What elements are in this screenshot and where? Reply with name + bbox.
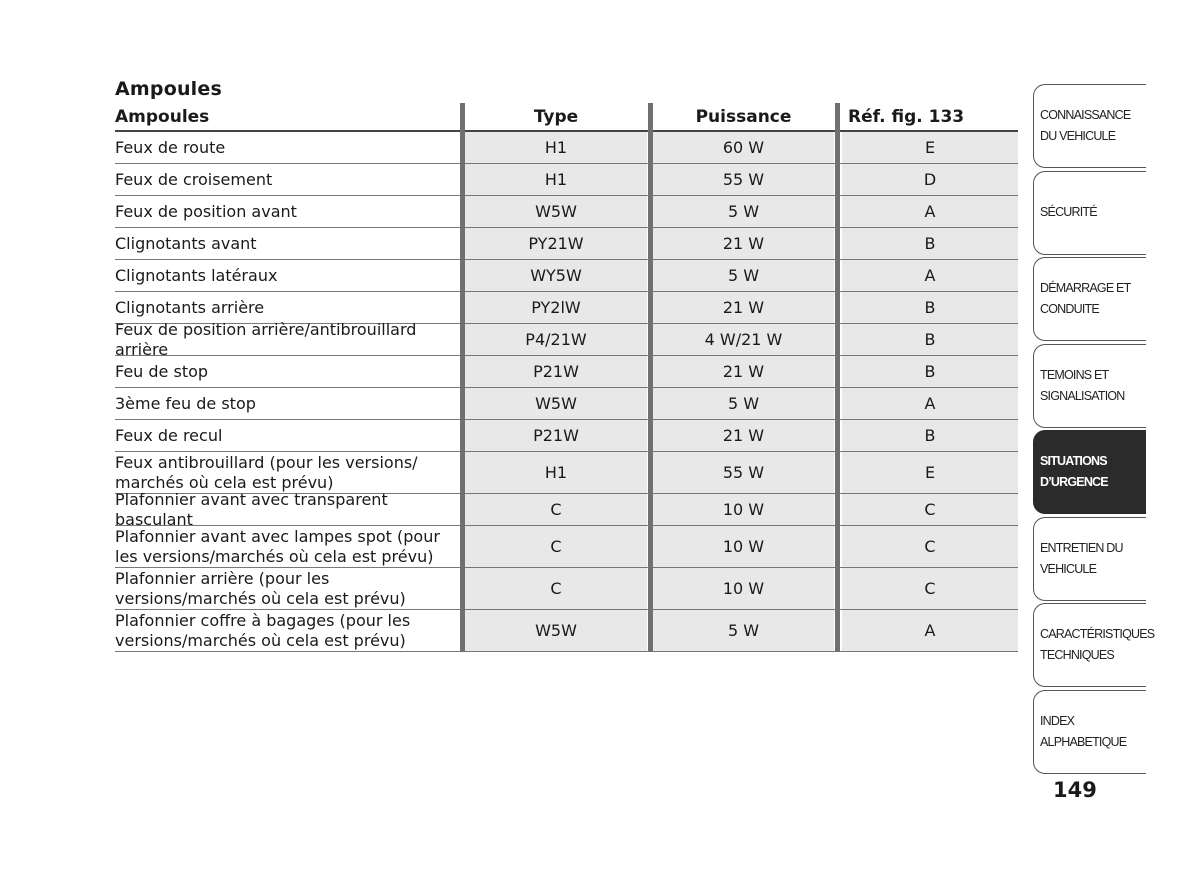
- cell-text: H1: [544, 138, 568, 157]
- cell-type: [465, 260, 647, 291]
- cell-power: [653, 494, 834, 525]
- cell-text: 21 W: [722, 234, 765, 253]
- cell-bulb: [115, 164, 460, 195]
- cell-text: 55 W: [722, 170, 765, 189]
- cell-text: B: [924, 234, 936, 253]
- cell-type: [465, 420, 647, 451]
- chapter-tab-label: ENTRETIEN DU VEHICULE: [1040, 540, 1123, 576]
- cell-bulb: [115, 489, 460, 529]
- cell-text: 10 W: [722, 579, 765, 598]
- column-separator: [648, 103, 653, 652]
- cell-ref: [842, 568, 1018, 609]
- cell-ref: [842, 494, 1018, 525]
- cell-text: PY21W: [528, 234, 584, 253]
- cell-bulb: [115, 610, 460, 651]
- cell-text: WY5W: [530, 266, 582, 285]
- chapter-tab-label: CONNAISSANCE DU VEHICULE: [1040, 108, 1131, 143]
- cell-text: Clignotants latéraux: [115, 265, 278, 285]
- cell-power: [653, 568, 834, 609]
- cell-type: [465, 196, 647, 227]
- cell-bulb: [115, 292, 460, 323]
- cell-ref: [842, 292, 1018, 323]
- cell-bulb: [115, 452, 460, 493]
- cell-text: A: [924, 266, 936, 285]
- cell-power: [653, 388, 834, 419]
- cell-text: W5W: [535, 202, 577, 221]
- cell-power: [653, 228, 834, 259]
- chapter-tab[interactable]: [1033, 257, 1146, 341]
- cell-text: 21 W: [722, 426, 765, 445]
- cell-ref: [842, 228, 1018, 259]
- cell-bulb: [115, 319, 460, 359]
- cell-text: Feux de route: [115, 137, 226, 157]
- cell-text: Feux antibrouillard (pour les versions/ marchés où cela est prévu): [115, 452, 418, 492]
- cell-text: 10 W: [722, 500, 765, 519]
- cell-ref: [842, 610, 1018, 651]
- cell-text: PY2lW: [531, 298, 581, 317]
- chapter-tab[interactable]: [1033, 430, 1146, 514]
- cell-power: [653, 132, 834, 163]
- chapter-tab-label: CARACTÉRISTIQUES TECHNIQUES: [1040, 627, 1155, 662]
- cell-type: [465, 292, 647, 323]
- cell-type: [465, 388, 647, 419]
- cell-bulb: [115, 568, 460, 609]
- table-header: [115, 103, 1018, 132]
- table-row: [115, 452, 1018, 494]
- cell-type: [465, 610, 647, 651]
- cell-text: C: [924, 500, 936, 519]
- cell-power: [653, 164, 834, 195]
- chapter-tab[interactable]: [1033, 517, 1146, 601]
- cell-text: Plafonnier coffre à bagages (pour les versions/marchés où cela est prévu): [115, 610, 411, 650]
- chapter-tab-label: INDEX ALPHABETIQUE: [1040, 713, 1127, 749]
- page-number: 149: [1053, 778, 1097, 802]
- cell-text: Feux de position avant: [115, 201, 297, 221]
- cell-text: 60 W: [722, 138, 765, 157]
- header-cell-ampoules: Ampoules: [115, 106, 210, 127]
- cell-text: 21 W: [722, 362, 765, 381]
- cell-text: Clignotants avant: [115, 233, 257, 253]
- cell-bulb: [115, 228, 460, 259]
- cell-text: A: [924, 202, 936, 221]
- cell-text: W5W: [535, 621, 577, 640]
- cell-text: Feux de croisement: [115, 169, 273, 189]
- cell-text: C: [550, 537, 562, 556]
- cell-power: [653, 260, 834, 291]
- cell-ref: [842, 196, 1018, 227]
- cell-ref: [842, 260, 1018, 291]
- cell-text: Feux de position arrière/antibrouillard arrière: [115, 319, 417, 359]
- cell-ref: [842, 164, 1018, 195]
- cell-type: [465, 324, 647, 355]
- cell-power: [653, 292, 834, 323]
- chapter-tab[interactable]: [1033, 690, 1146, 774]
- table-row: [115, 568, 1018, 610]
- chapter-tab-label: SÉCURITÉ: [1040, 205, 1097, 219]
- cell-text: C: [924, 579, 936, 598]
- cell-text: H1: [544, 463, 568, 482]
- cell-power: [653, 196, 834, 227]
- cell-ref: [842, 452, 1018, 493]
- cell-text: P21W: [533, 426, 579, 445]
- table-row: [115, 196, 1018, 228]
- cell-text: Feu de stop: [115, 361, 209, 381]
- cell-text: 5 W: [727, 394, 760, 413]
- cell-text: 10 W: [722, 537, 765, 556]
- cell-text: B: [924, 426, 936, 445]
- cell-text: W5W: [535, 394, 577, 413]
- cell-bulb: [115, 356, 460, 387]
- table-row: [115, 388, 1018, 420]
- cell-bulb: [115, 196, 460, 227]
- cell-bulb: [115, 420, 460, 451]
- chapter-tab[interactable]: [1033, 171, 1146, 255]
- header-cell-ref-fig: Réf. fig. 133: [848, 106, 965, 127]
- cell-ref: [842, 356, 1018, 387]
- cell-text: A: [924, 621, 936, 640]
- cell-bulb: [115, 132, 460, 163]
- chapter-tab-label: SITUATIONS D’URGENCE: [1040, 454, 1108, 489]
- table-row: [115, 319, 1018, 359]
- cell-power: [653, 420, 834, 451]
- cell-text: P21W: [533, 362, 579, 381]
- table-row: [115, 489, 1018, 529]
- cell-text: B: [924, 298, 936, 317]
- cell-text: Plafonnier avant avec transparent basculant: [115, 489, 388, 529]
- chapter-tab[interactable]: [1033, 84, 1146, 168]
- cell-text: 5 W: [727, 202, 760, 221]
- chapter-tab[interactable]: [1033, 344, 1146, 428]
- cell-text: 3ème feu de stop: [115, 393, 256, 413]
- column-separator: [835, 103, 840, 652]
- cell-text: P4/21W: [525, 330, 587, 349]
- cell-text: 4 W/21 W: [704, 330, 783, 349]
- table-row: [115, 260, 1018, 292]
- cell-type: [465, 452, 647, 493]
- cell-power: [653, 324, 834, 355]
- cell-type: [465, 526, 647, 567]
- cell-bulb: [115, 260, 460, 291]
- cell-ref: [842, 324, 1018, 355]
- chapter-tab[interactable]: [1033, 603, 1155, 687]
- cell-text: E: [924, 138, 936, 157]
- cell-power: [653, 356, 834, 387]
- cell-power: [653, 452, 834, 493]
- table-row: [115, 132, 1018, 164]
- cell-text: E: [924, 463, 936, 482]
- cell-text: B: [924, 330, 936, 349]
- cell-text: C: [550, 500, 562, 519]
- cell-text: 55 W: [722, 463, 765, 482]
- cell-power: [653, 526, 834, 567]
- cell-ref: [842, 420, 1018, 451]
- cell-text: Clignotants arrière: [115, 297, 265, 317]
- cell-text: H1: [544, 170, 568, 189]
- table-row: [115, 610, 1018, 652]
- cell-type: [465, 356, 647, 387]
- cell-text: Plafonnier avant avec lampes spot (pour les versions/marchés où cela est prévu): [115, 526, 440, 566]
- table-row: [115, 356, 1018, 388]
- cell-ref: [842, 388, 1018, 419]
- column-separator: [460, 103, 465, 652]
- cell-text: A: [924, 394, 936, 413]
- header-cell-puissance: Puissance: [695, 106, 792, 127]
- table-row: [115, 526, 1018, 568]
- cell-ref: [842, 526, 1018, 567]
- cell-text: Plafonnier arrière (pour les versions/marchés où cela est prévu): [115, 568, 406, 608]
- header-cell-type: Type: [533, 106, 579, 127]
- cell-bulb: [115, 388, 460, 419]
- cell-power: [653, 610, 834, 651]
- cell-text: D: [923, 170, 937, 189]
- cell-type: [465, 164, 647, 195]
- cell-type: [465, 228, 647, 259]
- cell-text: 5 W: [727, 266, 760, 285]
- cell-text: 5 W: [727, 621, 760, 640]
- cell-type: [465, 132, 647, 163]
- table-row: [115, 228, 1018, 260]
- cell-ref: [842, 132, 1018, 163]
- table-row: [115, 420, 1018, 452]
- bulbs-table: [115, 103, 1018, 652]
- cell-type: [465, 494, 647, 525]
- cell-text: 21 W: [722, 298, 765, 317]
- table-row: [115, 164, 1018, 196]
- cell-text: C: [550, 579, 562, 598]
- cell-text: B: [924, 362, 936, 381]
- chapter-tab-label: DÉMARRAGE ET CONDUITE: [1040, 281, 1131, 316]
- cell-text: Feux de recul: [115, 425, 223, 445]
- cell-type: [465, 568, 647, 609]
- cell-bulb: [115, 526, 460, 567]
- cell-text: C: [924, 537, 936, 556]
- chapter-tab-label: TEMOINS ET SIGNALISATION: [1040, 367, 1125, 403]
- section-title: Ampoules: [115, 78, 222, 100]
